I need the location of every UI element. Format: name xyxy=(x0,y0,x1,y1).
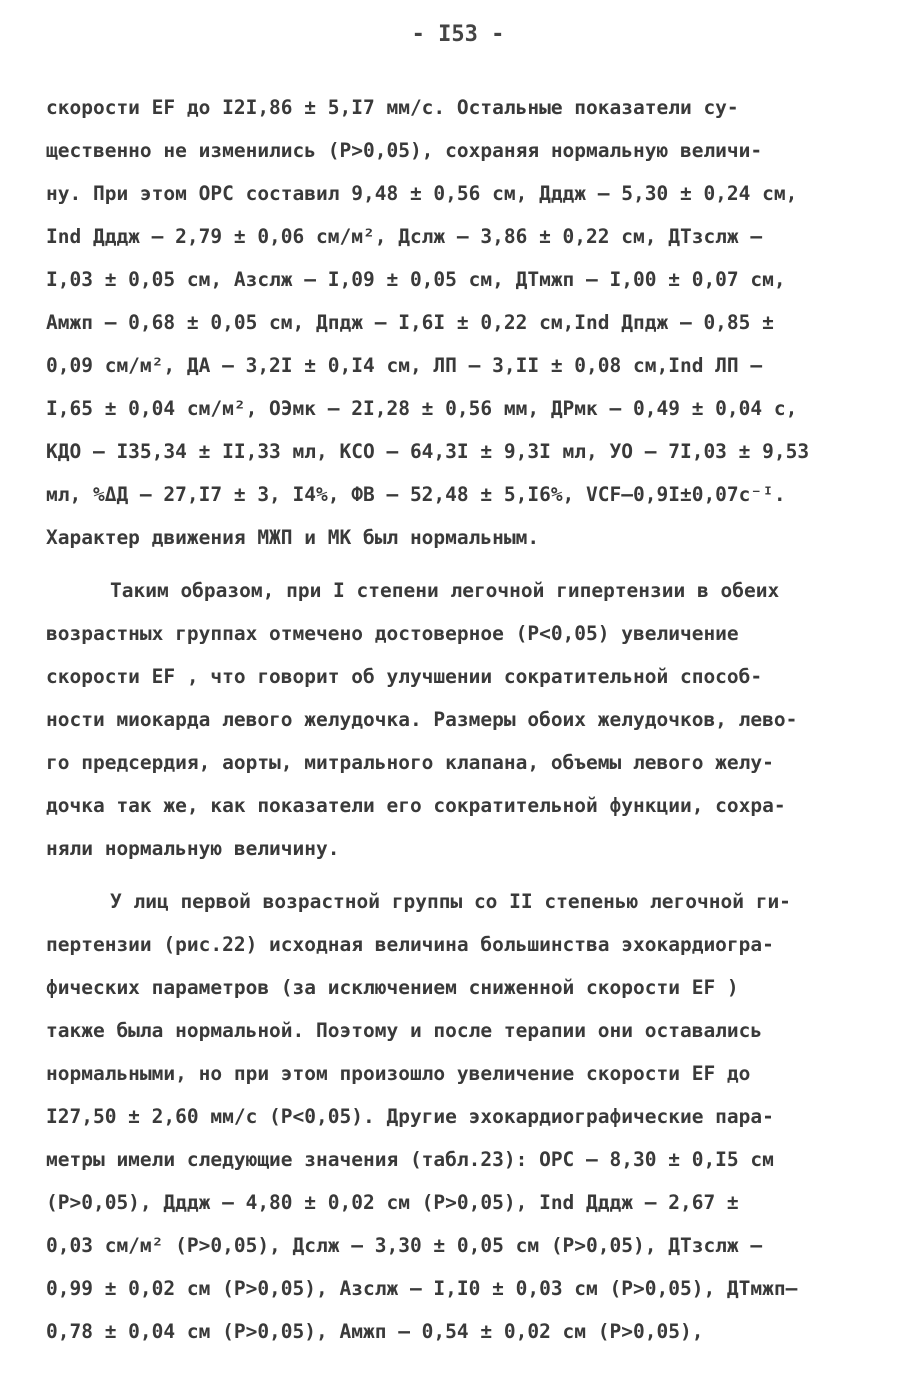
text-line-content: пертензии (рис.22) исходная величина большинства эхокардиогра- xyxy=(46,933,774,956)
text-line-content: мл, %ΔД – 27,I7 ± 3, I4%, ФВ – 52,48 ± 5,I6%, VCF–0,9I±0,07с⁻ᴵ. xyxy=(46,483,786,506)
text-line-content: 0,03 см/м² (P>0,05), Дслж – 3,30 ± 0,05 см (P>0,05), ДТзслж – xyxy=(46,1234,763,1257)
text-line xyxy=(46,741,876,784)
text-line xyxy=(46,387,876,430)
text-line xyxy=(46,301,876,344)
text-line-content: также была нормальной. Поэтому и после терапии они оставались xyxy=(46,1019,763,1042)
text-line-content: I27,50 ± 2,60 мм/с (P<0,05). Другие эхокардиографические пара- xyxy=(46,1105,774,1128)
text-line xyxy=(46,1267,876,1310)
text-line xyxy=(46,1009,876,1052)
text-line-content: ну. При этом ОРС составил 9,48 ± 0,56 см, Дддж – 5,30 ± 0,24 см, xyxy=(46,182,798,205)
text-line xyxy=(46,1310,876,1353)
text-line-content: нормальными, но при этом произошло увеличение скорости EF до xyxy=(46,1062,751,1085)
text-line xyxy=(46,966,876,1009)
text-line xyxy=(46,923,876,966)
text-line-content: Таким образом, при I степени легочной гипертензии в обеих xyxy=(110,579,780,602)
text-line-content: КДО – I35,34 ± II,33 мл, КСО – 64,3I ± 9,3I мл, УО – 7I,03 ± 9,53 xyxy=(46,440,810,463)
text-line xyxy=(46,827,876,870)
text-line xyxy=(46,430,876,473)
text-line-content: (P>0,05), Дддж – 4,80 ± 0,02 см (P>0,05), Ind Дддж – 2,67 ± xyxy=(46,1191,739,1214)
body-text xyxy=(46,86,876,1353)
text-line-content: метры имели следующие значения (табл.23): ОРС – 8,30 ± 0,I5 см xyxy=(46,1148,774,1171)
text-line-content: фических параметров (за исключением сниженной скорости EF ) xyxy=(46,976,739,999)
text-line xyxy=(46,86,876,129)
text-line-content: возрастных группах отмечено достоверное (P<0,05) увеличение xyxy=(46,622,739,645)
text-line xyxy=(46,172,876,215)
text-line xyxy=(46,569,876,612)
text-line xyxy=(46,1052,876,1095)
text-line xyxy=(46,258,876,301)
text-line-content: I,65 ± 0,04 см/м², ОЭмк – 2I,28 ± 0,56 мм, ДРмк – 0,49 ± 0,04 с, xyxy=(46,397,798,420)
text-line-content: У лиц первой возрастной группы со II степенью легочной ги- xyxy=(110,890,791,913)
text-line xyxy=(46,215,876,258)
text-line xyxy=(46,655,876,698)
text-line xyxy=(46,784,876,827)
text-line-content: Амжп – 0,68 ± 0,05 см, Дпдж – I,6I ± 0,22 см,Ind Дпдж – 0,85 ± xyxy=(46,311,774,334)
text-line xyxy=(46,1224,876,1267)
text-line-content: щественно не изменились (P>0,05), сохраняя нормальную величи- xyxy=(46,139,763,162)
text-line-content: скорости EF , что говорит об улучшении сократительной способ- xyxy=(46,665,763,688)
text-line xyxy=(46,1138,876,1181)
page-number: - I53 - xyxy=(411,22,505,47)
text-line-content: Характер движения МЖП и МК был нормальным. xyxy=(46,526,540,549)
text-line-content: 0,99 ± 0,02 см (P>0,05), Азслж – I,I0 ± 0,03 см (P>0,05), ДТмжп– xyxy=(46,1277,798,1300)
text-line-content: ности миокарда левого желудочка. Размеры обоих желудочков, лево- xyxy=(46,708,798,731)
text-line xyxy=(46,612,876,655)
text-line xyxy=(46,1095,876,1138)
text-line xyxy=(46,1181,876,1224)
text-line xyxy=(46,344,876,387)
text-line-content: I,03 ± 0,05 см, Азслж – I,09 ± 0,05 см, ДТмжп – I,00 ± 0,07 см, xyxy=(46,268,786,291)
text-line-content: дочка так же, как показатели его сократительной функции, сохра- xyxy=(46,794,786,817)
text-line-content: Ind Дддж – 2,79 ± 0,06 см/м², Дслж – 3,86 ± 0,22 см, ДТзслж – xyxy=(46,225,763,248)
text-line-content: 0,78 ± 0,04 см (P>0,05), Амжп – 0,54 ± 0,02 см (P>0,05), xyxy=(46,1320,704,1343)
text-line-content: няли нормальную величину. xyxy=(46,837,340,860)
text-line xyxy=(46,880,876,923)
text-line xyxy=(46,516,876,559)
text-line-content: 0,09 см/м², ДА – 3,2I ± 0,I4 см, ЛП – 3,II ± 0,08 см,Ind ЛП – xyxy=(46,354,763,377)
text-line-content: скорости EF до I2I,86 ± 5,I7 мм/с. Остальные показатели су- xyxy=(46,96,739,119)
text-line xyxy=(46,129,876,172)
text-line xyxy=(46,698,876,741)
text-line xyxy=(46,473,876,516)
text-line-content: го предсердия, аорты, митрального клапана, объемы левого желу- xyxy=(46,751,774,774)
